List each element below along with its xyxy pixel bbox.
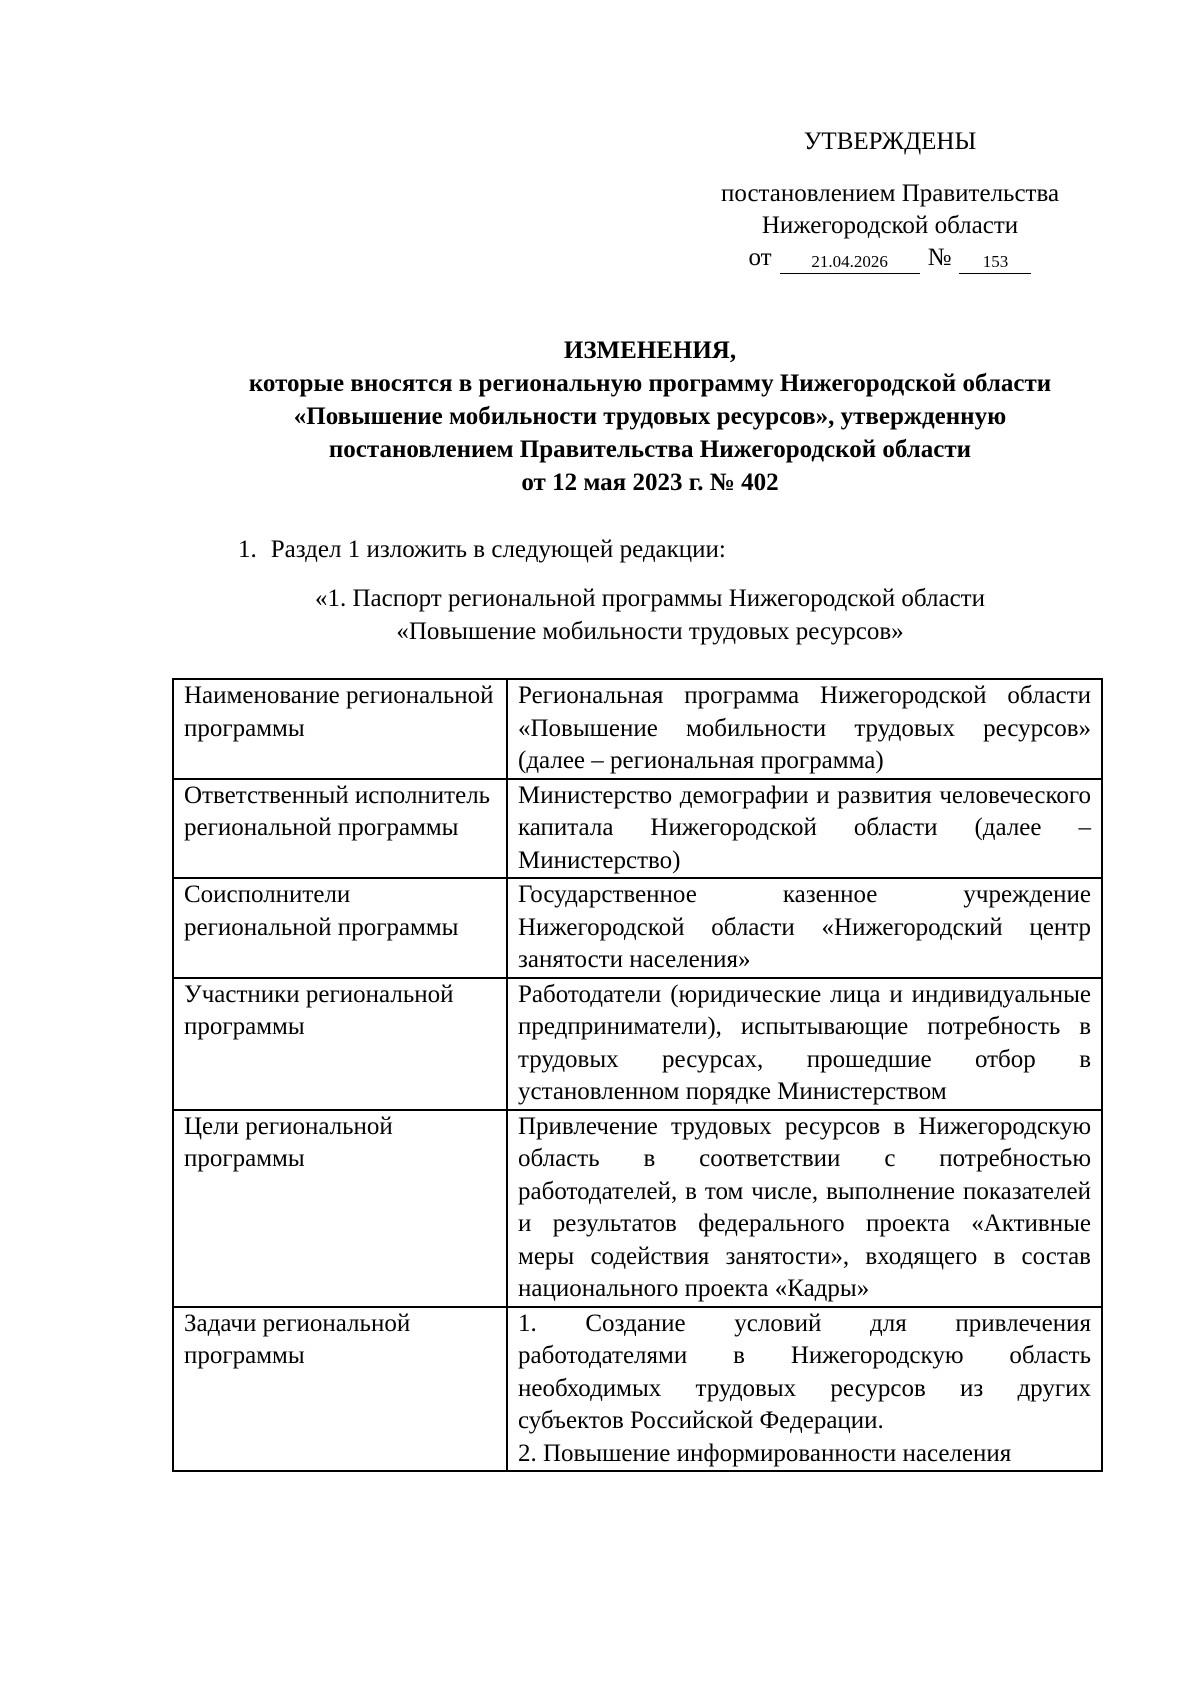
row-label: Соисполнители региональной программы [173, 878, 507, 978]
row-value: Привлечение трудовых ресурсов в Нижегородскую область в соответствии с потребностью работодателей, в том числе, выполнение показателей и результатов федерального проекта «Активные меры содействия занятости», входящего в состав национального проекта «Кадры» [507, 1110, 1102, 1307]
approval-line-1: постановлением Правительства [720, 180, 1060, 207]
task-1: 1. Создание условий для привлечения работодателями в Нижегородскую область необходимых трудовых ресурсов из других субъектов Российской Федерации. [518, 1309, 1091, 1434]
passport-heading [150, 582, 1150, 648]
table-row [173, 1110, 1102, 1307]
table-row [173, 978, 1102, 1110]
row-value [507, 1307, 1102, 1472]
approval-block [680, 126, 1100, 274]
passport-heading-line-1: «1. Паспорт региональной программы Нижегородской области [315, 585, 985, 612]
title-line-4: от 12 мая 2023 г. № 402 [521, 469, 779, 496]
task-2: 2. Повышение информированности населения [518, 1439, 1012, 1467]
table-row [173, 1307, 1102, 1472]
table-row [173, 679, 1102, 779]
approval-date-line [680, 242, 1100, 274]
number-sign: № [927, 244, 952, 271]
approval-title: УТВЕРЖДЕНЫ [803, 128, 977, 155]
document-title [120, 334, 1180, 499]
row-label: Наименование региональной программы [173, 679, 507, 779]
item-1 [238, 534, 726, 566]
approval-date: 21.04.2026 [780, 251, 920, 274]
date-prefix: от [748, 244, 772, 271]
item-text: Раздел 1 изложить в следующей редакции: [270, 536, 726, 563]
row-value: Региональная программа Нижегородской области «Повышение мобильности трудовых ресурсов» (далее – региональная программа) [507, 679, 1102, 779]
approval-line-2: Нижегородской области [761, 212, 1019, 239]
title-line-3: постановлением Правительства Нижегородской области [328, 436, 972, 463]
table-row [173, 878, 1102, 978]
row-value: Государственное казенное учреждение Нижегородской области «Нижегородский центр занятости населения» [507, 878, 1102, 978]
row-label: Ответственный исполнитель региональной программы [173, 779, 507, 879]
row-label: Участники региональной программы [173, 978, 507, 1110]
table-row [173, 779, 1102, 879]
row-label: Цели региональной программы [173, 1110, 507, 1307]
row-label: Задачи региональной программы [173, 1307, 507, 1472]
item-number: 1. [238, 536, 257, 563]
title-main: ИЗМЕНЕНИЯ, [563, 337, 737, 364]
passport-table [172, 678, 1103, 1472]
approval-number: 153 [959, 251, 1031, 274]
title-line-2: «Повышение мобильности трудовых ресурсов», утвержденную [293, 403, 1007, 430]
title-line-1: которые вносятся в региональную программу Нижегородской области [248, 370, 1052, 397]
row-value: Работодатели (юридические лица и индивидуальные предприниматели), испытывающие потребность в трудовых ресурсах, прошедшие отбор в установленном порядке Министерством [507, 978, 1102, 1110]
row-value: Министерство демографии и развития человеческого капитала Нижегородской области (далее – Министерство) [507, 779, 1102, 879]
passport-heading-line-2: «Повышение мобильности трудовых ресурсов» [396, 618, 904, 645]
